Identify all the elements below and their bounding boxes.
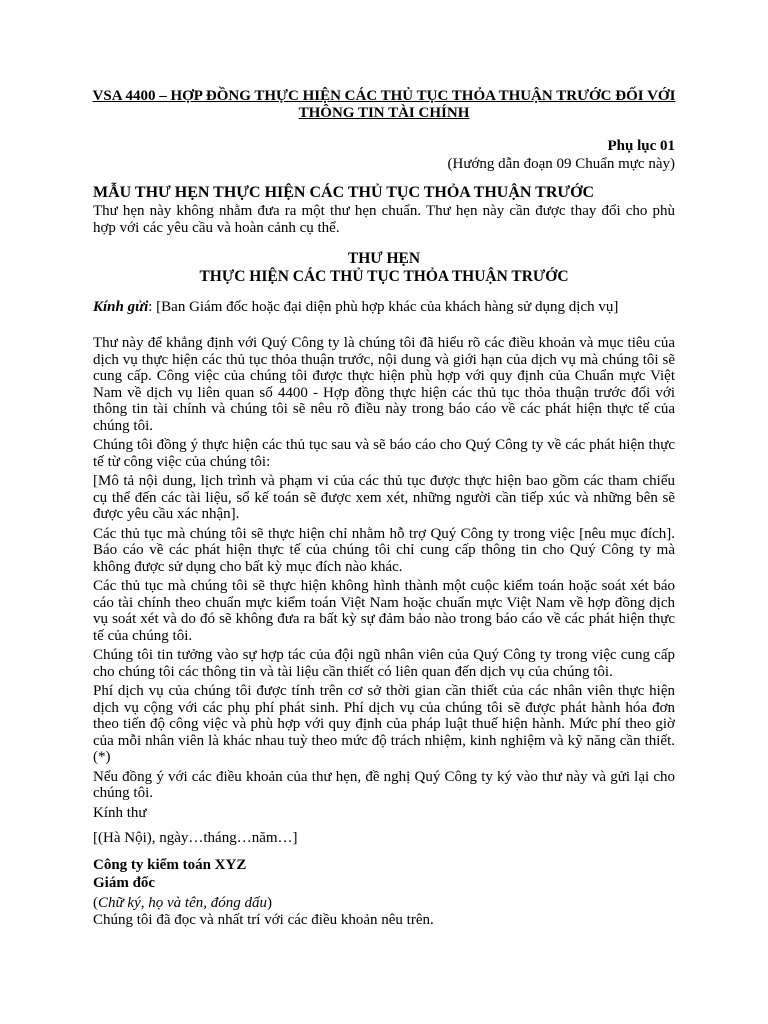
body-paragraph-1: Thư này để khẳng định với Quý Công ty là chúng tôi đã hiểu rõ các điều khoản và mục tiêu của dịch vụ thực hiện các thủ tục thỏa thuận trước, nội dung và giới hạn của dịch vụ mà chúng tôi sẽ cung cấp. Công việc của chúng tôi được thực hiện phù hợp với quy định của Chuẩn mực Việt Nam về dịch vụ liên quan số 4400 - Hợp đồng thực hiện các thủ tục thỏa thuận trước đối với thông tin tài chính và chúng tôi sẽ nêu rõ điều này trong báo cáo về các phát hiện thực tế của chúng tôi. xyxy=(93,335,675,434)
signature-paren-open: ( xyxy=(93,895,98,911)
body-paragraph-2: Chúng tôi đồng ý thực hiện các thủ tục sau và sẽ báo cáo cho Quý Công ty về các phát hiện thực tế từ công việc của chúng tôi: xyxy=(93,437,675,470)
company-role: Giám đốc xyxy=(93,875,156,891)
signature-note xyxy=(93,895,434,912)
body-paragraph-6: Chúng tôi tin tưởng vào sự hợp tác của đội ngũ nhân viên của Quý Công ty trong việc cung cấp cho chúng tôi các thông tin và tài liệu cần thiết có liên quan đến dịch vụ của chúng tôi. xyxy=(93,647,675,680)
signature-instruction: Chữ ký, họ và tên, đóng dấu xyxy=(98,895,267,911)
form-heading: MẪU THƯ HẸN THỰC HIỆN CÁC THỦ TỤC THỎA THUẬN TRƯỚC xyxy=(93,184,595,201)
letter-title-line-2: THỰC HIỆN CÁC THỦ TỤC THỎA THUẬN TRƯỚC xyxy=(199,268,569,285)
document-title: VSA 4400 – HỢP ĐỒNG THỰC HIỆN CÁC THỦ TỤC THỎA THUẬN TRƯỚC ĐỐI VỚI THÔNG TIN TÀI CHÍNH xyxy=(92,88,676,121)
appendix-block xyxy=(448,137,675,173)
body-paragraph-3: [Mô tả nội dung, lịch trình và phạm vi của các thủ tục được thực hiện bao gồm các tham chiếu cụ thể đến các tài liệu, sổ kế toán sẽ được xem xét, những người cần tiếp xúc và những bên sẽ được yêu cầu xác nhận]. xyxy=(93,473,675,522)
company-name: Công ty kiểm toán XYZ xyxy=(93,857,247,873)
salutation xyxy=(93,298,675,316)
letter-body xyxy=(93,335,675,824)
signature-block xyxy=(93,895,434,929)
appendix-number: Phụ lục 01 xyxy=(607,138,675,154)
signature-paren-close: ) xyxy=(266,895,272,911)
letter-title xyxy=(93,250,675,286)
salutation-text: : [Ban Giám đốc hoặc đại diện phù hợp khác của khách hàng sử dụng dịch vụ] xyxy=(148,299,619,315)
closing: Kính thư xyxy=(93,804,147,821)
body-paragraph-5: Các thủ tục mà chúng tôi sẽ thực hiện không hình thành một cuộc kiểm toán hoặc soát xét báo cáo tài chính theo chuẩn mực kiểm toán Việt Nam hoặc chuẩn mực Việt Nam về hợp đồng dịch vụ soát xét và do đó sẽ không đưa ra bất kỳ sự đảm bảo nào trong báo cáo về các phát hiện thực tế của chúng tôi. xyxy=(93,578,675,644)
intro-text: Thư hẹn này không nhằm đưa ra một thư hẹn chuẩn. Thư hẹn này cần được thay đổi cho phù hợp với các yêu cầu và hoàn cảnh cụ thể. xyxy=(93,203,675,236)
body-paragraph-8: Nếu đồng ý với các điều khoản của thư hẹn, đề nghị Quý Công ty ký vào thư này và gửi lại cho chúng tôi. xyxy=(93,768,675,801)
date-line: [(Hà Nội), ngày…tháng…năm…] xyxy=(93,830,298,846)
agreement-line: Chúng tôi đã đọc và nhất trí với các điều khoản nêu trên. xyxy=(93,912,434,928)
letter-title-line-1: THƯ HẸN xyxy=(347,250,421,267)
body-paragraph-7: Phí dịch vụ của chúng tôi được tính trên cơ sở thời gian cần thiết của các nhân viên thực hiện dịch vụ cộng với các phụ phí phát sinh. Phí dịch vụ của chúng tôi sẽ được phát hành hóa đơn theo tiến độ công việc và phù hợp với quy định của pháp luật thuế hiện hành. Mức phí theo giờ của mỗi nhân viên là khác nhau tuỳ theo mức độ trách nhiệm, kinh nghiệm và kỹ năng cần thiết. (*) xyxy=(93,683,675,765)
appendix-note: (Hướng dẫn đoạn 09 Chuẩn mực này) xyxy=(447,156,675,172)
body-paragraph-4: Các thủ tục mà chúng tôi sẽ thực hiện chỉ nhằm hỗ trợ Quý Công ty trong việc [nêu mục đích]. Báo cáo về các phát hiện thực tế của chúng tôi chỉ cung cấp thông tin cho Quý Công ty mà không được sử dụng cho bất kỳ mục đích nào khác. xyxy=(93,525,675,575)
company-block xyxy=(93,856,246,892)
salutation-label: Kính gửi xyxy=(93,299,149,315)
